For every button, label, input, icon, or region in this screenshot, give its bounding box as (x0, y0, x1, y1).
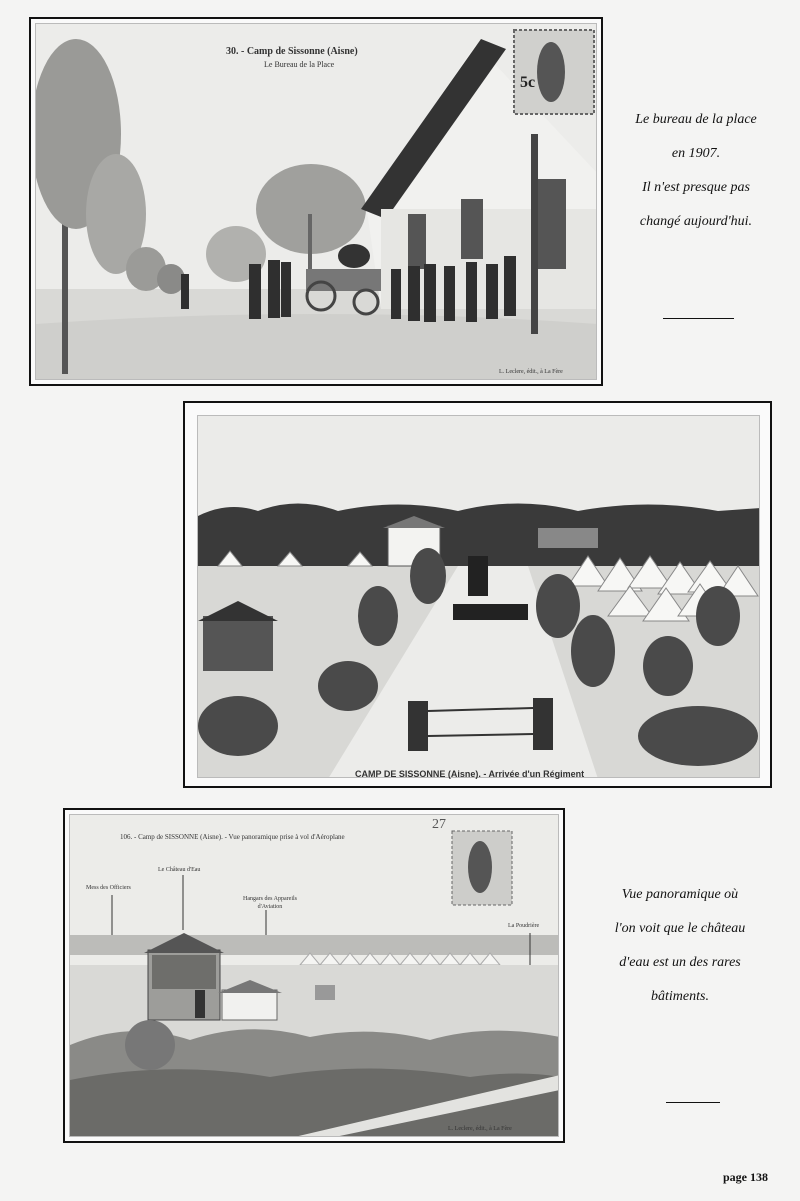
postcard-3-frame (63, 808, 565, 1143)
postcard-2-caption: CAMP DE SISSONNE (Aisne). - Arrivée d'un Régiment (355, 769, 585, 779)
postcard-2-photo (197, 415, 760, 778)
label-chateau-eau: Le Château d'Eau (158, 867, 201, 873)
postcard-3-image (70, 815, 559, 1137)
postcard-2-image (198, 416, 760, 778)
postcard-3-publisher: L. Leclere, édit., à La Fère (448, 1126, 512, 1132)
caption-1-rule (663, 318, 734, 319)
caption-2-line-3: d'eau est un des rares (619, 955, 741, 970)
postcard-1-title: 30. - Camp de Sissonne (Aisne) (226, 46, 358, 57)
postcard-1-publisher: L. Leclere, édit., à La Fère (499, 369, 563, 375)
postcard-3-title: 106. - Camp de SISSONNE (Aisne). - Vue panoramique prise à vol d'Aéroplane (120, 833, 345, 841)
caption-1-line-2: en 1907. (671, 146, 721, 161)
caption-2-rule (666, 1102, 720, 1103)
caption-postcard-3 (610, 878, 750, 1014)
caption-postcard-1 (626, 103, 766, 239)
postcard-1-frame (29, 17, 603, 386)
label-mess-officiers: Mess des Officiers (86, 885, 131, 891)
postcard-1-image (36, 24, 597, 380)
caption-1-line-3: Il n'est presque pas (642, 180, 750, 195)
caption-1-line-1: Le bureau de la place (635, 112, 757, 127)
label-poudriere: La Poudrière (508, 923, 540, 929)
caption-2-line-1: Vue panoramique où (621, 887, 739, 902)
page-number: page 138 (723, 1170, 768, 1184)
label-hangars: Hangars des Appareils d'Aviation (243, 896, 297, 910)
caption-2-line-2: l'on voit que le château (614, 921, 746, 936)
caption-2-line-4: bâtiments. (651, 989, 709, 1004)
postcard-2-frame (183, 401, 772, 788)
postcard-1-subtitle: Le Bureau de la Place (264, 60, 335, 69)
postcard-3-photo (69, 814, 559, 1137)
caption-1-line-4: changé aujourd'hui. (639, 214, 753, 229)
postcard-1-photo (35, 23, 597, 380)
handwritten-number: 27 (432, 817, 446, 832)
stamp-value: 5c (520, 74, 536, 91)
